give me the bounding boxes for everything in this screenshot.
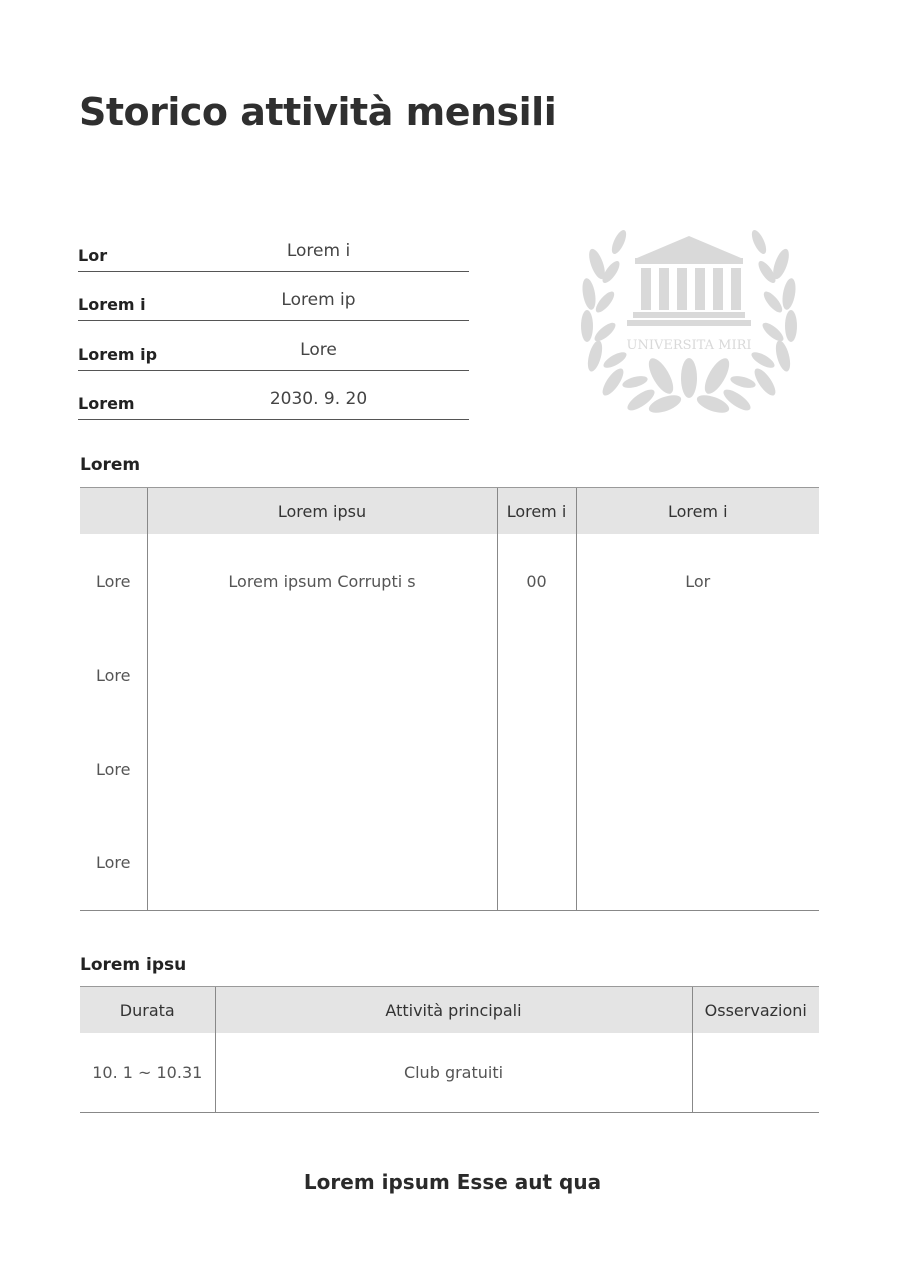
table-cell: Lor [576,534,819,628]
seal-text: UNIVERSITA MIRI [626,338,752,353]
section-label: Lorem ipsu [80,955,187,975]
table-row [80,722,819,816]
info-label: Lorem ip [78,344,158,364]
activity-table [80,487,819,911]
footer-text: Lorem ipsum Esse aut qua [303,1170,602,1194]
table-cell [692,1033,819,1112]
table-cell [497,722,576,816]
table-header: Lorem i [576,488,819,535]
university-building-icon [627,236,751,326]
info-row [78,222,469,272]
table-row [80,816,819,910]
table-cell: Lore [80,816,147,910]
table-cell [576,628,819,722]
table-cell [576,722,819,816]
table-header-row [80,987,819,1034]
table-cell: Lore [96,759,131,779]
table-cell [147,722,497,816]
info-block [78,222,469,420]
info-label: Lorem i [78,295,146,314]
table-cell [497,816,576,910]
info-label: Lor [78,245,108,265]
table-cell: Lore [96,571,131,591]
info-value: Lore [300,339,337,360]
info-value: 2030. 9. 20 [269,389,368,409]
table-row [80,534,819,628]
table-cell: 10. 1 ~ 10.31 [80,1033,215,1112]
table-header [80,488,147,535]
table-header: Attività principali [215,987,692,1034]
section-label: Lorem [80,455,141,475]
table-cell: Lorem ipsum Corrupti s [147,534,497,628]
table-cell: Club gratuiti [215,1033,692,1112]
table-row [80,628,819,722]
info-label: Lorem [78,394,135,413]
table-header: Lorem ipsu [147,488,497,535]
info-row [78,321,469,371]
table-cell: 00 [497,534,576,628]
table-header-row [80,488,819,535]
table-cell [576,816,819,910]
table-header: Osservazioni [692,987,819,1034]
table-cell [147,816,497,910]
schedule-table [80,986,819,1113]
university-seal-watermark [575,228,803,420]
table-row [80,1033,819,1112]
info-row [78,371,469,421]
table-cell: Lore [96,665,131,685]
info-value: Lorem i [286,240,351,261]
table-header: Lorem i [497,488,576,535]
table-header: Durata [80,987,215,1034]
table-cell [497,628,576,722]
info-value: Lorem ip [281,290,356,310]
info-row [78,272,469,322]
table-cell [147,628,497,722]
page-title: Storico attività mensili [79,90,557,134]
